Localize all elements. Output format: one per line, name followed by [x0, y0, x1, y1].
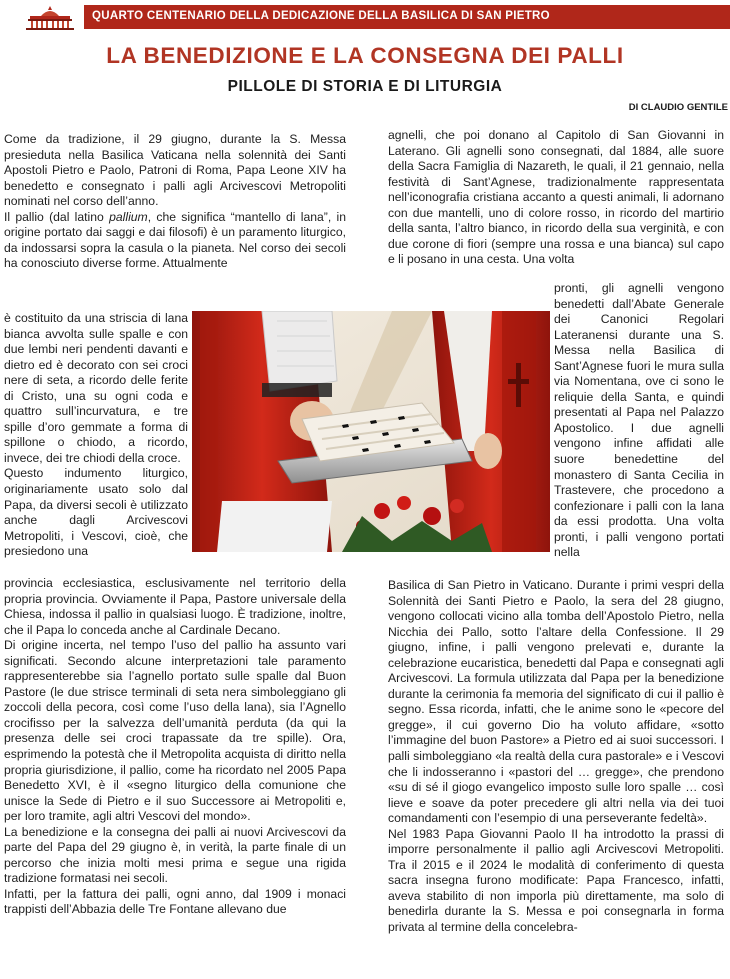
paragraph: Di origine incerta, nel tempo l’uso del pallio ha assunto vari significati. Secondo alcune interpretazioni tale paramento rappresenterebbe sia l’agnello portato sulle spalle dal Buon Pastore (le due strisce terminali di seta nera simboleggiano gli zoccoli della pecora, così come l’uso della lana), sia l’Agnello crocifisso per la salvezza dell’umanità perduta (da qui la presenza delle sei croci trapassate da tre spille). Ora, esprimendo la potestà che il Metropolita acquista di diritto nella propria giurisdizione, il pallio, come ha ricordato nel 2005 Papa Benedetto XVI, è il «segno liturgico della comunione che unisce la Sede di Pietro e il suo Successore ai Metropoliti e, per loro tramite, agli altri Vescovi del mondo». [4, 638, 346, 824]
text-span: Il pallio (dal latino [4, 209, 110, 224]
paragraph: Come da tradizione, il 29 giugno, durante la S. Messa presieduta nella Basilica Vaticana nella solennità dei Santi Apostoli Pietro e Paolo, Patroni di Roma, Papa Leone XIV ha benedetto e consegnato i palli agli Arcivescovi Metropoliti nominati nel corso dell’anno. [4, 132, 346, 209]
paragraph: Questo indumento liturgico, originariamente usato solo dal Papa, da diversi secoli è utilizzato anche dagli Arcivescovi Metropoliti, i Vescovi, cioè, che presiedono una [4, 466, 188, 559]
header-banner [84, 5, 730, 29]
column-2-top [388, 128, 724, 268]
paragraph: Infatti, per la fattura dei palli, ogni anno, dal 1909 i monaci trappisti dell’Abbazia delle Tre Fontane allevano due [4, 886, 346, 917]
photo-illustration [192, 311, 550, 552]
paragraph [4, 210, 346, 272]
paragraph: Nel 1983 Papa Giovanni Paolo II ha introdotto la prassi di imporre personalmente il pallio agli Arcivescovi Metropoliti. Tra il 2015 e il 2024 le modalità di conferimento di questa sacra insegna furono modificate: Papa Francesco, infatti, aveva stabilito di non imporla più direttamente, ma solo di benedirla durante la S. Messa e poi consegnarla in forma privata al termine della concelebra- [388, 826, 724, 935]
basilica-logo-icon [22, 4, 78, 30]
italic-term: pallium [109, 209, 148, 224]
banner-text: QUARTO CENTENARIO DELLA DEDICAZIONE DELLA BASILICA DI SAN PIETRO [92, 10, 550, 22]
column-1-wrap [4, 311, 188, 560]
author-byline: DI CLAUDIO GENTILE [628, 102, 728, 113]
column-2-wrap [554, 281, 724, 561]
column-1-bottom [4, 576, 346, 918]
header-bar [0, 0, 730, 34]
article-subtitle: PILLOLE DI STORIA E DI LITURGIA [227, 78, 503, 95]
column-2-bottom [388, 578, 724, 936]
paragraph: La benedizione e la consegna dei palli ai nuovi Arcivescovi da parte del Papa del 29 giugno è, in verità, la parte finale di un percorso che inizia molti mesi prima e segue una rigida tradizione formatasi nei secoli. [4, 824, 346, 886]
paragraph: è costituito da una striscia di lana bianca avvolta sulle spalle e con due lembi neri pendenti davanti e dietro ed è decorato con sei croci nere di seta, a ricordo delle ferite di Cristo, una su ogni coda e quattro sull’incurvatura, e tre spille d’oro gemmate a forma di spillone o chiodo, a ricordo, invece, dei tre chiodi della croce. [4, 311, 188, 465]
paragraph: agnelli, che poi donano al Capitolo di San Giovanni in Laterano. Gli agnelli sono consegnati, dal 1884, alle suore della Sacra Famiglia di Nazareth, le quali, il 21 gennaio, nella festività di Sant’Agnese, tradizionalmente rappresentata nell’iconografia cristiana accanto a questi animali, li adornano con due mantelli, uno di colore rosso, in ricordo del martirio della santa, l’altro bianco, in ricordo della sua verginità, e con due corone di fiori (sempre una rossa e una bianca) sul capo e li posano in una cesta. Una volta [388, 128, 724, 267]
paragraph: provincia ecclesiastica, esclusivamente nel territorio della propria provincia. Ovviamente il Papa, Pastore universale della Chiesa, indossa il pallio in qualsiasi luogo. È tradizione, inoltre, che il Papa lo conceda anche al Cardinale Decano. [4, 576, 346, 637]
column-1-top [4, 132, 346, 272]
palli-tray-photo [192, 311, 550, 552]
article-title: LA BENEDIZIONE E LA CONSEGNA DEI PALLI [106, 43, 624, 68]
paragraph: pronti, gli agnelli vengono benedetti dall’Abate Generale dei Canonici Regolari Lateranensi durante una S. Messa nella Basilica di Sant’Agnese fuori le mura sulla via Nomentana, ove ci sono le reliquie della Santa, e quindi presentati al Papa nel Palazzo Apostolico. I due agnelli vengono infine affidati alle suore benedettine del monastero di Santa Cecilia in Trastevere, che procedono a confezionare i palli con la lana da essi prodotta. Una volta pronti, i palli vengono portati nella [554, 281, 724, 560]
text-span: , che significa “mantello di lana”, in origine portato dai saggi e dai filosofi) è un paramento liturgico, da indossarsi sopra la casula o la pianeta. Nel corso dei secoli ha conosciuto diverse forme. Attualmente [4, 209, 346, 271]
paragraph: Basilica di San Pietro in Vaticano. Durante i primi vespri della Solennità dei Santi Pietro e Paolo, la sera del 28 giugno, vengono collocati vicino alla tomba dell’Apostolo Pietro, nella Nicchia dei Pallo, sotto l’altare della Confessione. Il 29 giugno, infine, i palli vengono prelevati e, durante la celebrazione eucaristica, benedetti dal Papa e consegnati agli Arcivescovi. La formula utilizzata dal Papa per la benedizione durante la cerimonia fa memoria del significato di cui il pallio è segno. Essa ricorda, infatti, che le anime sono le «pecore del gregge», il cui governo Dio ha voluto affidare, «sotto l’immagine del buon Pastore» a Pietro ed ai suoi successori. I palli simboleggiano «la realtà della cura pastorale» e i Vescovi che li indosseranno i «pastori del … gregge», che prendono «su di sé il giogo evangelico imposto sulle loro spalle … così lieve e soave da poter precedere gli altri nella via dei tuoi comandamenti con l’esempio di una perseverante fedeltà». [388, 578, 724, 826]
